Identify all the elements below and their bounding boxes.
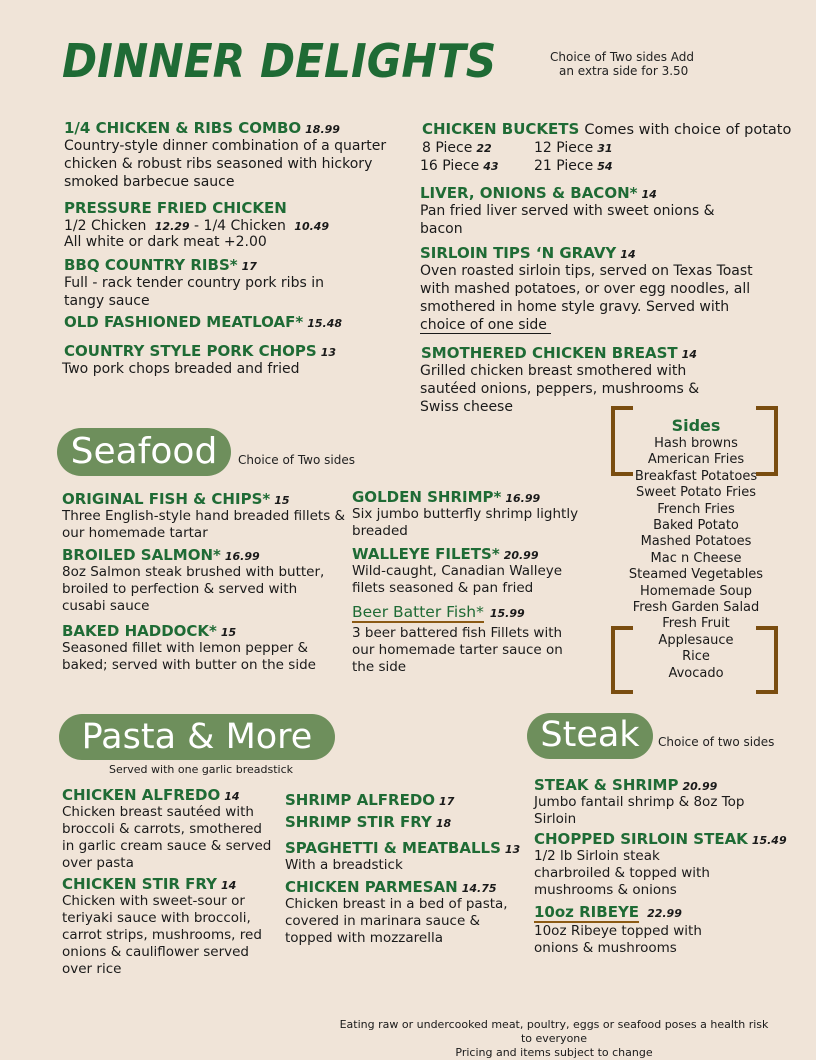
item-price: 14.75 bbox=[461, 882, 497, 895]
item-name: GOLDEN SHRIMP* bbox=[352, 488, 502, 506]
side-item: Mac n Cheese bbox=[650, 550, 742, 566]
item-price: 15.48 bbox=[307, 317, 342, 330]
item-name: SHRIMP ALFREDO bbox=[285, 791, 436, 809]
item-description: Country-style dinner combination of a quarter chicken & robust ribs seasoned with hickory smoked barbecue sauce bbox=[64, 138, 387, 190]
menu-item-pressure-fried bbox=[64, 199, 404, 251]
item-name: LIVER, ONIONS & BACON* bbox=[420, 184, 638, 202]
menu-item-steak-shrimp bbox=[534, 776, 774, 828]
menu-item-sirloin-tips bbox=[420, 244, 765, 334]
menu-item-haddock bbox=[62, 622, 337, 674]
page-title: DINNER DELIGHTS bbox=[62, 34, 497, 88]
side-item: Fresh Fruit bbox=[662, 616, 730, 632]
menu-item-pork-chops bbox=[62, 342, 402, 378]
separator: - bbox=[194, 218, 200, 234]
item-price: 18 bbox=[435, 817, 452, 830]
side-item: Avocado bbox=[668, 665, 724, 681]
item-name: BBQ COUNTRY RIBS* bbox=[64, 256, 238, 274]
menu-item-chicken-buckets bbox=[422, 119, 792, 175]
sides-title: Sides bbox=[671, 416, 721, 435]
item-price: 18.99 bbox=[305, 123, 340, 136]
item-price: 15.49 bbox=[751, 834, 787, 847]
item-description: Two pork chops breaded and fried bbox=[62, 361, 300, 377]
bucket-size: 8 Piece bbox=[422, 140, 473, 156]
side-item: French Fries bbox=[657, 501, 735, 517]
side-item: Mashed Potatoes bbox=[640, 534, 752, 550]
item-price: 10.49 bbox=[294, 220, 330, 233]
item-name: WALLEYE FILETS* bbox=[352, 545, 500, 563]
side-item: American Fries bbox=[647, 452, 745, 468]
item-price: 15 bbox=[220, 626, 237, 639]
sides-list bbox=[618, 436, 774, 682]
bucket-size: 12 Piece bbox=[534, 140, 594, 156]
item-description: Pan fried liver served with sweet onions & bacon bbox=[420, 203, 715, 237]
item-name: 1/4 CHICKEN & RIBS COMBO bbox=[64, 119, 302, 137]
item-description: Full - rack tender country pork ribs in tangy sauce bbox=[64, 275, 324, 309]
item-price: 13 bbox=[504, 843, 521, 856]
item-price: 16.99 bbox=[505, 492, 541, 505]
seafood-note: Choice of Two sides bbox=[238, 453, 355, 467]
menu-item-shrimp-alfredo bbox=[285, 791, 454, 809]
item-price: 16.99 bbox=[224, 550, 260, 563]
menu-item-chicken-parmesan bbox=[285, 878, 515, 947]
item-name: 10oz RIBEYE bbox=[534, 903, 640, 921]
item-description: Oven roasted sirloin tips, served on Texas Toast with mashed potatoes, or over egg noodles, all smothered in home style gravy. Served with bbox=[420, 263, 753, 315]
item-description: Wild-caught, Canadian Walleye filets seasoned & pan fried bbox=[352, 563, 563, 596]
item-option: 1/2 Chicken bbox=[64, 218, 147, 234]
item-name: SPAGHETTI & MEATBALLS bbox=[285, 839, 501, 857]
item-name: CHOPPED SIRLOIN STEAK bbox=[534, 830, 748, 848]
item-description: Six jumbo butterfly shrimp lightly breaded bbox=[352, 506, 579, 539]
item-price: 17 bbox=[439, 795, 455, 808]
item-name: Beer Batter Fish* bbox=[352, 603, 484, 621]
menu-item-meatloaf bbox=[64, 313, 342, 331]
menu-item-ribeye bbox=[534, 902, 734, 957]
item-name: SHRIMP STIR FRY bbox=[285, 813, 432, 831]
item-description: 8oz Salmon steak brushed with butter, broiled to perfection & served with cusabi sauce bbox=[62, 564, 325, 614]
item-description-underlined: choice of one side bbox=[420, 317, 551, 334]
item-price: 14 bbox=[681, 348, 697, 361]
menu-item-bbq-ribs bbox=[64, 256, 364, 310]
item-name: ORIGINAL FISH & CHIPS* bbox=[62, 490, 271, 508]
item-name: CHICKEN STIR FRY bbox=[62, 875, 218, 893]
menu-item-golden-shrimp bbox=[352, 488, 582, 540]
item-price: 15 bbox=[274, 494, 290, 507]
side-item: Rice bbox=[682, 649, 710, 665]
item-name: BROILED SALMON* bbox=[62, 546, 221, 564]
sides-note: Choice of Two sides Add an extra side for 3.50 bbox=[550, 50, 695, 78]
menu-item-combo bbox=[64, 119, 404, 191]
bucket-price: 22 bbox=[476, 142, 492, 155]
menu-item-spaghetti bbox=[285, 839, 525, 874]
item-description: Grilled chicken breast smothered with sautéed onions, peppers, mushrooms & Swiss cheese bbox=[420, 363, 700, 415]
item-price: 20.99 bbox=[503, 549, 539, 562]
menu-item-walleye bbox=[352, 545, 582, 597]
side-item: Applesauce bbox=[658, 632, 734, 648]
item-name: CHICKEN ALFREDO bbox=[62, 786, 221, 804]
item-description: Three English-style hand breaded fillets & our homemade tartar bbox=[62, 508, 346, 541]
menu-item-beer-batter-fish bbox=[352, 602, 582, 676]
menu-item-liver bbox=[420, 184, 740, 238]
side-item: Hash browns bbox=[654, 436, 738, 451]
item-description: Comes with choice of potato bbox=[584, 122, 792, 138]
side-item: Sweet Potato Fries bbox=[636, 485, 756, 501]
item-price: 14 bbox=[641, 188, 657, 201]
item-name: PRESSURE FRIED CHICKEN bbox=[64, 199, 287, 217]
item-price: 13 bbox=[320, 346, 337, 359]
item-price: 15.99 bbox=[489, 607, 525, 620]
item-price: 14 bbox=[221, 879, 237, 892]
pasta-note: Served with one garlic breadstick bbox=[109, 763, 294, 776]
item-name: BAKED HADDOCK* bbox=[62, 622, 217, 640]
side-item: Homemade Soup bbox=[639, 583, 753, 599]
item-description: With a breadstick bbox=[285, 857, 403, 873]
item-description: Seasoned fillet with lemon pepper & baked; served with butter on the side bbox=[62, 640, 316, 673]
item-description: Jumbo fantail shrimp & 8oz Top Sirloin bbox=[534, 794, 745, 827]
health-warning: Eating raw or undercooked meat, poultry, eggs or seafood poses a health risk to everyone bbox=[339, 1018, 769, 1045]
item-price: 20.99 bbox=[682, 780, 718, 793]
item-description: 1/2 lb Sirloin steak charbroiled & topped with mushrooms & onions bbox=[534, 848, 710, 898]
side-item: Steamed Vegetables bbox=[628, 567, 764, 583]
side-item: Breakfast Potatoes bbox=[634, 468, 758, 484]
item-description: 10oz Ribeye topped with onions & mushrooms bbox=[534, 923, 702, 956]
side-item: Baked Potato bbox=[653, 518, 739, 534]
menu-item-chicken-alfredo bbox=[62, 786, 274, 872]
item-description: 3 beer battered fish Fillets with our homemade tarter sauce on the side bbox=[352, 625, 563, 675]
item-description: Chicken breast sautéed with broccoli & carrots, smothered in garlic cream sauce & served over pasta bbox=[62, 804, 272, 871]
steak-note: Choice of two sides bbox=[658, 735, 775, 749]
item-name: SIRLOIN TIPS ‘N GRAVY bbox=[420, 244, 617, 262]
item-price: 12.29 bbox=[154, 220, 190, 233]
item-name: SMOTHERED CHICKEN BREAST bbox=[421, 344, 678, 362]
item-name: CHICKEN BUCKETS bbox=[422, 120, 580, 138]
item-name: CHICKEN PARMESAN bbox=[285, 878, 458, 896]
item-name: OLD FASHIONED MEATLOAF* bbox=[64, 313, 304, 331]
section-title-pasta: Pasta & More bbox=[59, 714, 335, 760]
item-note: All white or dark meat +2.00 bbox=[64, 234, 267, 250]
item-price: 22.99 bbox=[647, 907, 682, 920]
bucket-size: 16 Piece bbox=[420, 158, 480, 174]
item-description: Chicken breast in a bed of pasta, covered in marinara sauce & topped with mozzarella bbox=[285, 896, 508, 946]
footer bbox=[333, 1018, 775, 1060]
section-title-steak: Steak bbox=[527, 713, 653, 759]
item-name: STEAK & SHRIMP bbox=[534, 776, 679, 794]
menu-item-fish-chips bbox=[62, 490, 352, 542]
pricing-note: Pricing and items subject to change bbox=[455, 1046, 653, 1059]
menu-item-smothered-chicken bbox=[420, 344, 720, 416]
menu-item-chopped-sirloin bbox=[534, 830, 787, 899]
item-price: 14 bbox=[620, 248, 636, 261]
item-price: 17 bbox=[241, 260, 257, 273]
item-name: COUNTRY STYLE PORK CHOPS bbox=[64, 342, 317, 360]
item-option: 1/4 Chicken bbox=[203, 218, 286, 234]
menu-item-salmon bbox=[62, 546, 337, 615]
bucket-price: 31 bbox=[597, 142, 613, 155]
bucket-price: 54 bbox=[597, 160, 613, 173]
item-description: Chicken with sweet-sour or teriyaki sauce with broccoli, carrot strips, mushrooms, red onions & cauliflower served over rice bbox=[62, 893, 262, 977]
side-item: Fresh Garden Salad bbox=[632, 600, 760, 616]
item-price: 14 bbox=[224, 790, 240, 803]
menu-item-shrimp-stir-fry bbox=[285, 813, 451, 831]
section-title-seafood: Seafood bbox=[57, 428, 231, 476]
menu-item-chicken-stir-fry bbox=[62, 875, 272, 978]
bucket-size: 21 Piece bbox=[534, 158, 594, 174]
bucket-price: 43 bbox=[483, 160, 499, 173]
